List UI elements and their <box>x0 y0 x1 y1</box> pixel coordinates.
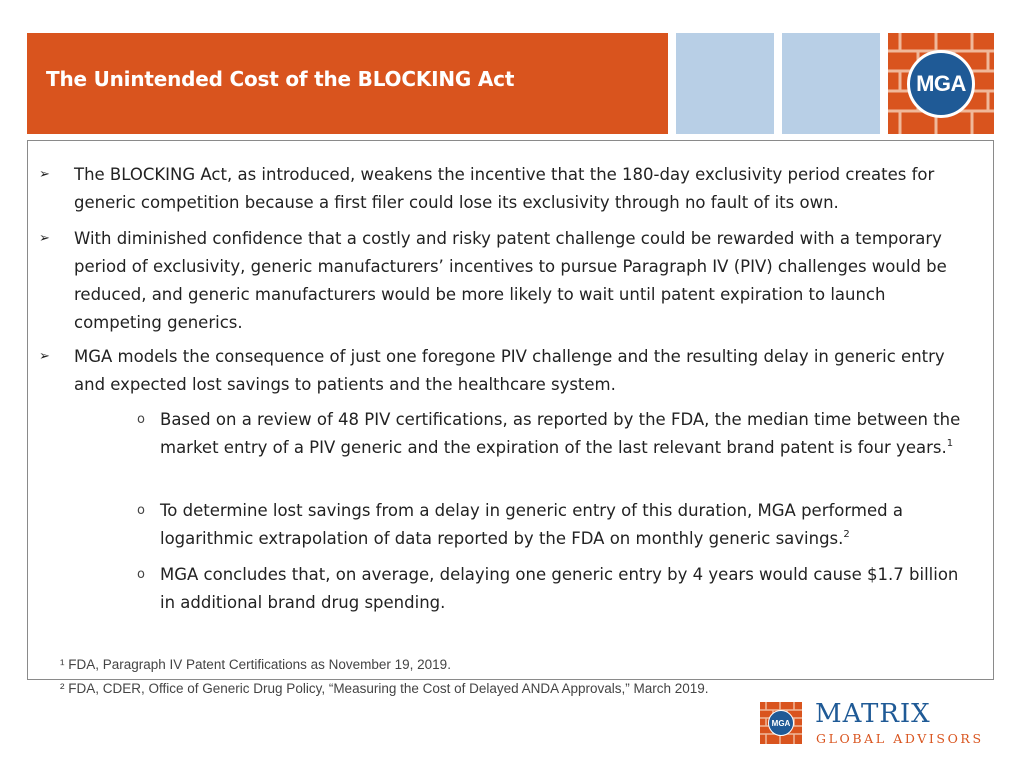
bullet-text: The BLOCKING Act, as introduced, weakens the incentive that the 180-day exclusivity period creates for generic competition because a first filer could lose its exclusivity through no fault of its own. <box>74 165 935 212</box>
slide-title: The Unintended Cost of the BLOCKING Act <box>46 67 515 91</box>
bullet-arrow-icon: ➢ <box>39 231 50 246</box>
bullet-text: With diminished confidence that a costly and risky patent challenge could be rewarded with a temporary period of exclusivity, generic manufacturers’ incentives to pursue Paragraph IV (PIV) challenges would be reduced, and generic manufacturers would be more likely to wait until patent expiration to launch competing generics. <box>74 229 947 332</box>
sub-bullet-circle-icon: o <box>137 412 145 427</box>
footer-logo <box>760 702 802 744</box>
brand-subtitle: GLOBAL ADVISORS <box>816 731 984 746</box>
footnote-ref: 1 <box>946 438 954 449</box>
decorative-block <box>676 33 774 134</box>
mga-logo <box>888 33 994 134</box>
logo-text: MGA <box>916 71 966 96</box>
sub-bullet-text: Based on a review of 48 PIV certifications, as reported by the FDA, the median time between the market entry of a PIV generic and the expiration of the last relevant brand patent is four years.$^1$ <box>160 410 961 457</box>
footer-logo-circle <box>768 710 794 736</box>
footnote-2: ² FDA, CDER, Office of Generic Drug Policy, “Measuring the Cost of Delayed ANDA Approvals,” March 2019. <box>60 681 709 696</box>
logo-circle <box>907 50 975 118</box>
sub-bullet-text: MGA concludes that, on average, delaying one generic entry by 4 years would cause $1.7 billion in additional brand drug spending. <box>160 565 959 612</box>
sub-bullet-circle-icon: o <box>137 567 145 582</box>
sub-bullet-text: To determine lost savings from a delay in generic entry of this duration, MGA performed a logarithmic extrapolation of data reported by the FDA on monthly generic savings.$^2$ <box>160 501 903 548</box>
footer-logo-text: MGA <box>771 718 791 728</box>
bullet-arrow-icon: ➢ <box>39 349 50 364</box>
brand-name: MATRIX <box>815 699 931 729</box>
bullet-arrow-icon: ➢ <box>39 167 50 182</box>
bullet-text: MGA models the consequence of just one foregone PIV challenge and the resulting delay in generic entry and expected lost savings to patients and the healthcare system. <box>74 347 945 394</box>
footnote-ref: 2 <box>843 529 850 540</box>
sub-bullet-circle-icon: o <box>137 503 145 518</box>
decorative-block <box>782 33 880 134</box>
footnote-1: ¹ FDA, Paragraph IV Patent Certifications as November 19, 2019. <box>60 657 451 672</box>
